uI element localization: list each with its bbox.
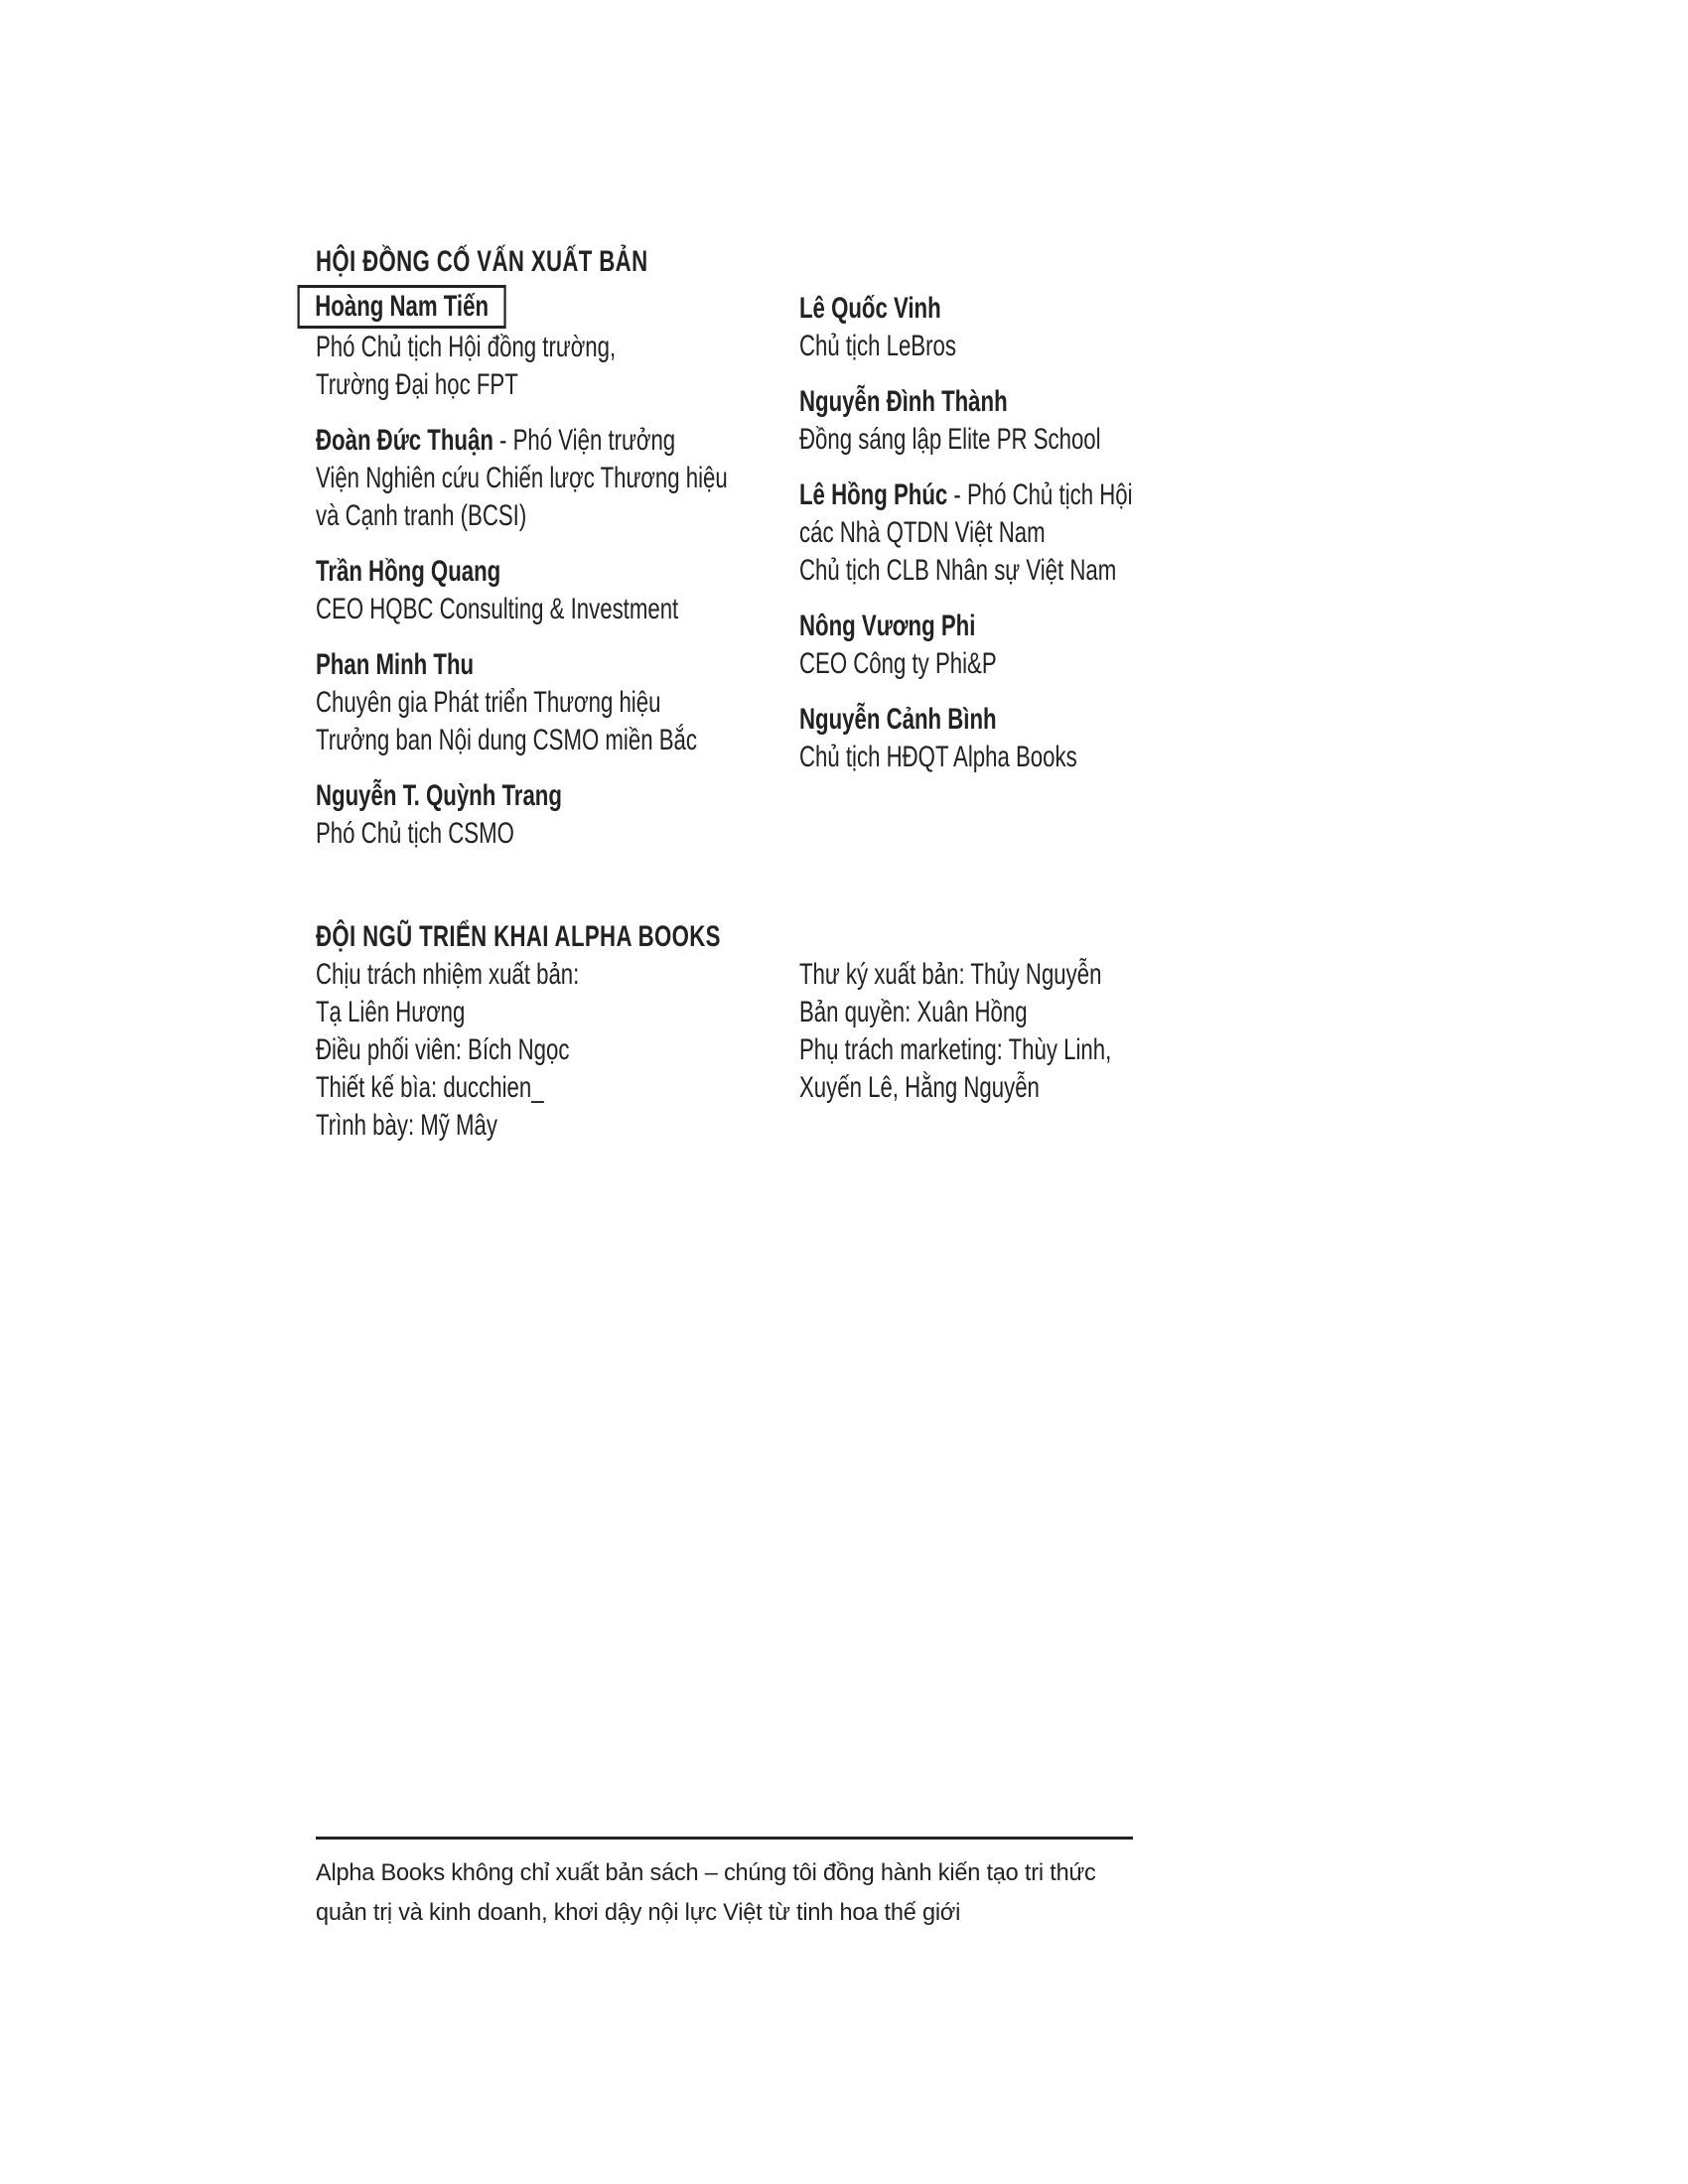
team-credit: Bản quyền: Xuân Hồng — [799, 996, 1028, 1028]
advisor-entry — [799, 701, 1476, 776]
team-credit: Tạ Liên Hương — [316, 996, 466, 1028]
advisor-entry — [799, 477, 1476, 590]
advisor-entry — [799, 383, 1476, 459]
tagline-text: Alpha Books không chỉ xuất bản sách – chúng tôi đồng hành kiến tạo tri thức — [316, 1859, 1096, 1886]
advisor-role: Trường Đại học FPT — [316, 368, 518, 401]
divider-line — [316, 1837, 1133, 1840]
advisor-role: Chuyên gia Phát triển Thương hiệu — [316, 686, 661, 719]
advisor-name: Nguyễn Đình Thành — [799, 385, 1008, 418]
advisor-entry — [316, 777, 992, 853]
advisor-role: và Cạnh tranh (BCSI) — [316, 499, 527, 532]
advisor-name-line — [799, 477, 1476, 514]
advisor-role: Đồng sáng lập Elite PR School — [799, 423, 1101, 456]
advisor-role: Phó Chủ tịch Hội đồng trường, — [316, 331, 617, 363]
advisor-role: Chủ tịch LeBros — [799, 330, 956, 362]
advisor-name: Nguyễn Cảnh Bình — [799, 703, 997, 736]
advisor-role-inline: - Phó Chủ tịch Hội — [947, 478, 1133, 511]
team-credit: Điều phối viên: Bích Ngọc — [316, 1033, 570, 1066]
advisor-role: các Nhà QTDN Việt Nam — [799, 516, 1046, 549]
highlighted-name-box — [298, 285, 506, 329]
advisor-role: Chủ tịch CLB Nhân sự Việt Nam — [799, 554, 1117, 587]
advisor-name: Trần Hồng Quang — [316, 555, 501, 588]
team-section-heading: ĐỘI NGŨ TRIỂN KHAI ALPHA BOOKS — [316, 920, 721, 953]
advisor-name: Lê Quốc Vinh — [799, 292, 941, 325]
advisor-role-inline: - Phó Viện trưởng — [492, 424, 676, 457]
advisor-role: Viện Nghiên cứu Chiến lược Thương hiệu — [316, 462, 728, 494]
tagline-text: quản trị và kinh doanh, khơi dậy nội lực Việt từ tinh hoa thế giới — [316, 1899, 961, 1926]
advisor-name: Nguyễn T. Quỳnh Trang — [316, 779, 562, 812]
advisor-name: Hoàng Nam Tiến — [315, 290, 490, 323]
team-section-right-column — [799, 956, 1476, 1107]
advisor-role: Chủ tịch HĐQT Alpha Books — [799, 741, 1077, 773]
team-credit: Thiết kế bìa: ducchien_ — [316, 1071, 544, 1104]
publisher-tagline — [316, 1853, 1096, 1933]
team-credit: Xuyến Lê, Hằng Nguyễn — [799, 1071, 1040, 1104]
advisor-role: Phó Chủ tịch CSMO — [316, 817, 514, 850]
team-credit: Trình bày: Mỹ Mây — [316, 1109, 497, 1142]
advisory-board-right-column — [799, 290, 1476, 776]
advisor-role: CEO HQBC Consulting & Investment — [316, 593, 679, 625]
advisor-entry — [799, 608, 1476, 683]
advisor-name: Lê Hồng Phúc — [799, 478, 948, 511]
advisor-role: Trưởng ban Nội dung CSMO miền Bắc — [316, 724, 697, 756]
advisor-entry — [799, 290, 1476, 365]
team-credit: Phụ trách marketing: Thùy Linh, — [799, 1033, 1112, 1066]
advisory-board-heading: HỘI ĐỒNG CỐ VẤN XUẤT BẢN — [316, 245, 648, 278]
team-credit: Chịu trách nhiệm xuất bản: — [316, 958, 580, 991]
advisor-name: Phan Minh Thu — [316, 648, 475, 681]
advisor-name: Đoàn Đức Thuận — [316, 424, 493, 457]
advisor-name: Nông Vương Phi — [799, 610, 976, 642]
team-credit: Thư ký xuất bản: Thủy Nguyễn — [799, 958, 1102, 991]
advisor-role: CEO Công ty Phi&P — [799, 647, 997, 680]
